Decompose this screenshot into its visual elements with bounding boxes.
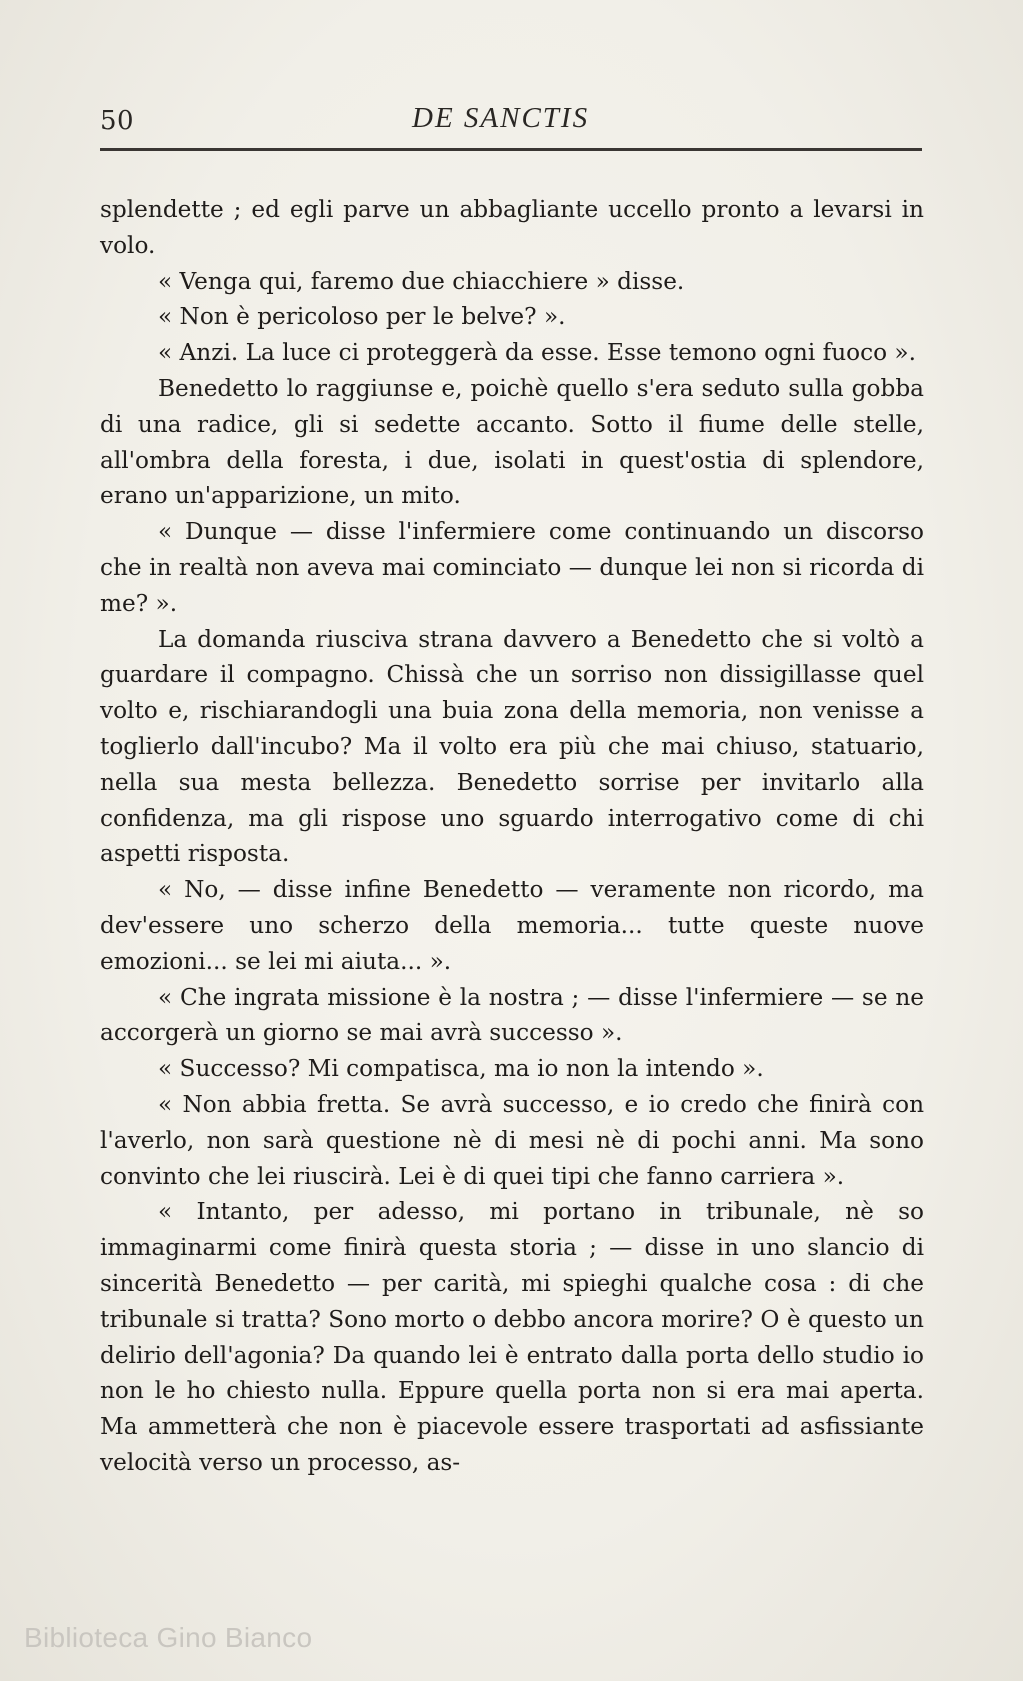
library-watermark: Biblioteca Gino Bianco	[24, 1622, 313, 1653]
page-number: 50	[100, 106, 135, 136]
paragraph: La domanda riusciva strana davvero a Benedetto che si voltò a guardare il compagno. Chissà che un sorriso non dissigillasse quel volto e, rischiarandogli una buia zona della memoria, non venisse a toglierlo dall'incubo? Ma il volto era più che mai chiuso, statuario, nella sua mesta bellezza. Benedetto sorrise per invitarlo alla confidenza, ma gli rispose uno sguardo interrogativo come di chi aspetti risposta.	[100, 625, 924, 868]
header-rule	[100, 148, 922, 151]
paragraph: « Che ingrata missione è la nostra ; — disse l'infermiere — se ne accorgerà un giorno se mai avrà successo ».	[100, 983, 924, 1047]
paragraph: « No, — disse infine Benedetto — veramente non ricordo, ma dev'essere uno scherzo della memoria... tutte queste nuove emozioni... se lei mi aiuta... ».	[100, 876, 924, 975]
paragraph: « Intanto, per adesso, mi portano in tribunale, nè so immaginarmi come finirà questa storia ; — disse in uno slancio di sincerità Benedetto — per carità, mi spieghi qualche cosa : di che tribunale si tratta? Sono morto o debbo ancora morire? O è questo un delirio dell'agonia? Da quando lei è entrato dalla porta dello studio io non le ho chiesto nulla. Eppure quella porta non si era mai aperta. Ma ammetterà che non è piacevole essere trasportati ad asfissiante velocità verso un processo, as-	[100, 1198, 924, 1476]
paragraph: Benedetto lo raggiunse e, poichè quello s'era seduto sulla gobba di una radice, gli si sedette accanto. Sotto il fiume delle stelle, all'ombra della foresta, i due, isolati in quest'ostia di splendore, erano un'apparizione, un mito.	[100, 374, 924, 510]
running-head: DE SANCTIS	[412, 102, 590, 134]
body-text	[100, 192, 924, 1481]
paragraph: splendette ; ed egli parve un abbagliante uccello pronto a levarsi in volo.	[100, 196, 924, 259]
paragraph: « Non è pericoloso per le belve? ».	[158, 303, 566, 331]
paragraph: « Non abbia fretta. Se avrà successo, e io credo che finirà con l'averlo, non sarà questione nè di mesi nè di pochi anni. Ma sono convinto che lei riuscirà. Lei è di quei tipi che fanno carriera ».	[100, 1090, 924, 1190]
page-header	[100, 100, 922, 144]
paragraph: « Dunque — disse l'infermiere come continuando un discorso che in realtà non aveva mai cominciato — dunque lei non si ricorda di me? ».	[100, 518, 924, 617]
paragraph: « Venga qui, faremo due chiacchiere » disse.	[158, 267, 685, 295]
paragraph: « Successo? Mi compatisca, ma io non la intendo ».	[158, 1055, 764, 1083]
paragraph: « Anzi. La luce ci proteggerà da esse. Esse temono ogni fuoco ».	[158, 339, 916, 367]
